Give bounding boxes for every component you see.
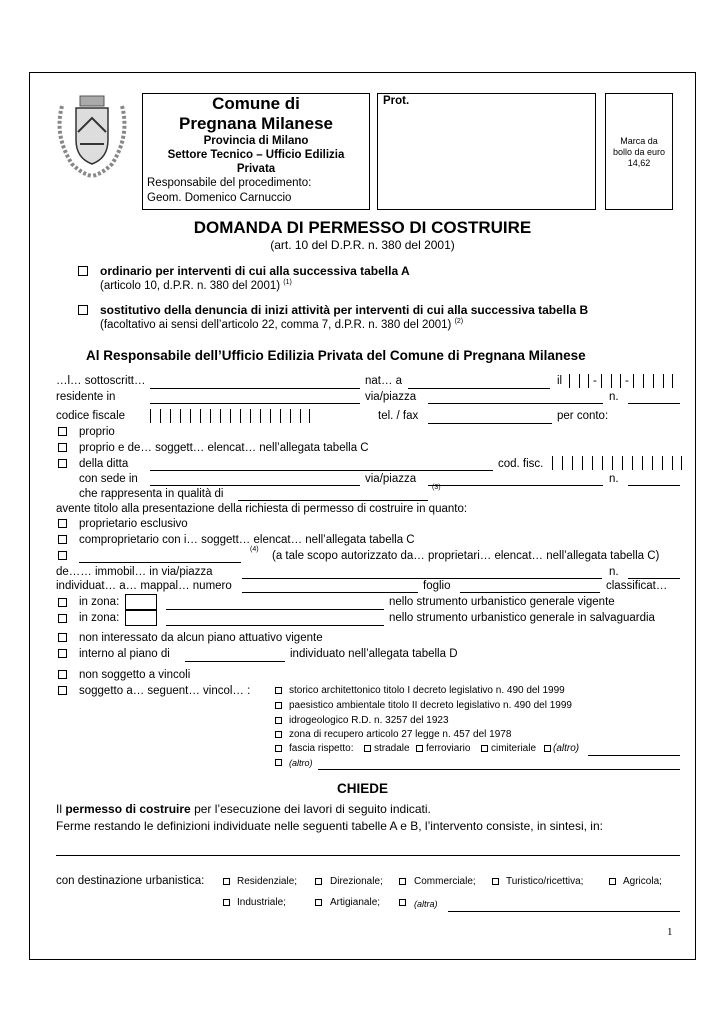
- tax-code-cells[interactable]: [150, 409, 310, 423]
- company-checkbox[interactable]: [58, 459, 67, 468]
- company-street-label: via/piazza: [365, 473, 417, 485]
- company-tax-label: cod. fisc.: [498, 458, 544, 470]
- title-holder-intro: avente titolo alla presentazione della richiesta di permesso di costruire in quanto:: [56, 503, 468, 515]
- company-tax-cells[interactable]: [552, 456, 682, 470]
- birth-day-cells[interactable]: [569, 374, 589, 388]
- company-name-input[interactable]: [150, 470, 493, 471]
- agricultural-option: Agricola;: [623, 876, 662, 887]
- request-heading: CHIEDE: [336, 781, 388, 796]
- date-separator-1: -: [593, 375, 597, 387]
- born-place-input[interactable]: [408, 388, 550, 389]
- town-title-line1: Comune di: [212, 94, 300, 113]
- no-constraints-option: non soggetto a vincoli: [79, 669, 191, 681]
- sheet-label: foglio: [423, 580, 451, 592]
- not-involved-checkbox[interactable]: [58, 633, 67, 642]
- document-title: DOMANDA DI PERMESSO DI COSTRUIRE: [193, 218, 532, 237]
- office-checkbox[interactable]: [315, 878, 322, 885]
- zone-label-2: in zona:: [79, 612, 120, 624]
- buffer-road-checkbox[interactable]: [364, 745, 371, 752]
- residential-option: Residenziale;: [237, 876, 298, 887]
- company-seat-input[interactable]: [150, 485, 360, 486]
- other-title-input[interactable]: [79, 562, 241, 563]
- ordinary-option: ordinario per interventi di cui alla successiva tabella A: [100, 264, 410, 278]
- represents-input[interactable]: [238, 500, 428, 501]
- resident-street-label: via/piazza: [365, 391, 417, 403]
- represents-note: (3): [432, 484, 441, 491]
- page-number: 1: [667, 926, 673, 938]
- commercial-option: Commerciale;: [414, 876, 476, 887]
- craft-option: Artigianale;: [330, 897, 381, 908]
- office-option: Direzionale;: [330, 876, 383, 887]
- born-date-label: il: [557, 375, 563, 387]
- other-destination-input[interactable]: [448, 911, 680, 912]
- zone-label-1: in zona:: [79, 596, 120, 608]
- residential-checkbox[interactable]: [223, 878, 230, 885]
- other-title-note: (4): [250, 546, 259, 553]
- zone-name-input-2[interactable]: [166, 625, 384, 626]
- inside-plan-option: interno al piano di: [79, 648, 170, 660]
- resident-label: residente in: [56, 391, 116, 403]
- own-checkbox[interactable]: [58, 427, 67, 436]
- substitute-option: sostitutivo della denuncia di inizi attività per interventi di cui alla successiva tabella B: [100, 303, 589, 317]
- stamp-text-2: bollo da euro: [612, 147, 666, 157]
- signer-input[interactable]: [150, 388, 360, 389]
- buffer-other: (altro): [553, 743, 580, 754]
- constraint-historic-checkbox[interactable]: [275, 687, 282, 694]
- co-owner-option: comproprietario con i… soggett… elencat… nell’allegata tabella C: [79, 534, 415, 546]
- substitute-ref: (facoltativo ai sensi dell’articolo 22, comma 7, d.P.R. n. 380 del 2001) $^{(2)}$: [100, 318, 464, 331]
- phone-label: tel. / fax: [378, 410, 419, 422]
- industrial-option: Industriale;: [237, 897, 286, 908]
- inside-plan-checkbox[interactable]: [58, 649, 67, 658]
- request-line1: Il permesso di costruire per l’esecuzione dei lavori di seguito indicati.: [56, 802, 431, 816]
- no-constraints-checkbox[interactable]: [58, 670, 67, 679]
- constraint-landscape-checkbox[interactable]: [275, 702, 282, 709]
- signer-label: …l… sottoscritt…: [56, 375, 146, 387]
- birth-year-cells[interactable]: [633, 374, 673, 388]
- request-line2: Ferme restando le definizioni individuate nelle seguenti tabelle A e B, l’intervento consiste, in sintesi, in:: [56, 819, 603, 833]
- parcel-number-input[interactable]: [242, 592, 418, 593]
- zone-text-1: nello strumento urbanistico generale vigente: [389, 596, 615, 608]
- date-separator-2: -: [625, 375, 629, 387]
- buffer-road: stradale: [374, 743, 410, 754]
- constraint-recovery: zona di recupero articolo 27 legge n. 457 del 1978: [289, 729, 512, 740]
- company-option: della ditta: [79, 458, 129, 470]
- buffer-other-checkbox[interactable]: [544, 745, 551, 752]
- born-label: nat… a: [365, 375, 403, 387]
- co-owner-checkbox[interactable]: [58, 535, 67, 544]
- constraint-historic: storico architettonico titolo I decreto legislativo n. 490 del 1999: [289, 685, 565, 696]
- buffer-rail-checkbox[interactable]: [416, 745, 423, 752]
- own-option: proprio: [79, 426, 115, 438]
- property-number-input[interactable]: [628, 578, 680, 579]
- buffer-cemetery: cimiteriale: [491, 743, 537, 754]
- responsible-name: Geom. Domenico Carnuccio: [147, 192, 292, 204]
- company-seat-label: con sede in: [79, 473, 138, 485]
- constraint-other: (altro): [289, 758, 313, 768]
- constraints-option: soggetto a… seguent… vincol… :: [79, 685, 251, 697]
- industrial-checkbox[interactable]: [223, 899, 230, 906]
- zone-salvaguardia-checkbox[interactable]: [58, 614, 67, 623]
- document-subtitle: (art. 10 del D.P.R. n. 380 del 2001): [270, 238, 455, 252]
- zone-code-input-2[interactable]: [125, 610, 157, 626]
- property-street-input[interactable]: [242, 578, 602, 579]
- company-number-input[interactable]: [628, 485, 680, 486]
- inside-plan-text: individuato nell’allegata tabella D: [290, 648, 458, 660]
- on-behalf-label: per conto:: [557, 410, 609, 422]
- zone-code-input-1[interactable]: [125, 594, 157, 610]
- sole-owner-option: proprietario esclusivo: [79, 518, 188, 530]
- agricultural-checkbox[interactable]: [609, 878, 616, 885]
- zone-vigente-checkbox[interactable]: [58, 598, 67, 607]
- tourist-checkbox[interactable]: [492, 878, 499, 885]
- resident-city-input[interactable]: [150, 403, 360, 404]
- protocol-label: Prot.: [383, 95, 410, 107]
- tourist-option: Turistico/ricettiva;: [506, 876, 584, 887]
- resident-street-input[interactable]: [428, 403, 603, 404]
- intervention-description-input[interactable]: [56, 855, 680, 856]
- own-and-others-option: proprio e de… soggett… elencat… nell’allegata tabella C: [79, 442, 369, 454]
- property-label: de…… immobil… in via/piazza: [56, 566, 213, 578]
- own-and-others-checkbox[interactable]: [58, 443, 67, 452]
- company-number-label: n.: [609, 473, 619, 485]
- sole-owner-checkbox[interactable]: [58, 519, 67, 528]
- ordinary-ref: (articolo 10, d.P.R. n. 380 del 2001) $^{(1)}$: [100, 279, 292, 292]
- stamp-text-1: Marca da: [620, 136, 658, 146]
- other-destination-checkbox[interactable]: [399, 899, 406, 906]
- coat-of-arms-logo: [50, 92, 134, 178]
- constraint-landscape: paesistico ambientale titolo II decreto legislativo n. 490 del 1999: [289, 700, 572, 711]
- constraint-buffer-checkbox[interactable]: [275, 745, 282, 752]
- buffer-rail: ferroviario: [426, 743, 471, 754]
- other-destination-option: (altra): [414, 899, 438, 909]
- responsible-label: Responsabile del procedimento:: [147, 177, 312, 189]
- constraint-other-checkbox[interactable]: [275, 759, 282, 766]
- sector-line1: Settore Tecnico – Ufficio Edilizia: [167, 149, 345, 161]
- not-involved-option: non interessato da alcun piano attuativo vigente: [79, 632, 323, 644]
- protocol-box: [377, 93, 596, 210]
- constraint-hydro-checkbox[interactable]: [275, 717, 282, 724]
- tax-code-label: codice fiscale: [56, 410, 126, 422]
- buffer-other-input[interactable]: [588, 755, 680, 756]
- craft-checkbox[interactable]: [315, 899, 322, 906]
- phone-input[interactable]: [428, 423, 552, 424]
- buffer-cemetery-checkbox[interactable]: [481, 745, 488, 752]
- constraint-hydro: idrogeologico R.D. n. 3257 del 1923: [289, 715, 449, 726]
- represents-label: che rappresenta in qualità di: [79, 488, 224, 500]
- class-label: classificat…: [606, 580, 668, 592]
- town-title-line2: Pregnana Milanese: [178, 114, 333, 133]
- birth-month-cells[interactable]: [601, 374, 621, 388]
- plan-name-input[interactable]: [185, 661, 285, 662]
- sheet-input[interactable]: [460, 592, 600, 593]
- constraint-other-input[interactable]: [318, 769, 680, 770]
- resident-number-label: n.: [609, 391, 619, 403]
- zone-name-input-1[interactable]: [166, 609, 384, 610]
- stamp-text-3: 14,62: [627, 158, 651, 168]
- zone-text-2: nello strumento urbanistico generale in salvaguardia: [389, 612, 655, 624]
- substitute-checkbox[interactable]: [78, 305, 88, 315]
- destination-label: con destinazione urbanistica:: [56, 875, 205, 887]
- sector-line2: Privata: [236, 163, 276, 175]
- property-number-label: n.: [609, 566, 619, 578]
- commercial-checkbox[interactable]: [399, 878, 406, 885]
- constraints-checkbox[interactable]: [58, 686, 67, 695]
- ordinary-checkbox[interactable]: [78, 266, 88, 276]
- province: Provincia di Milano: [203, 135, 309, 147]
- other-title-checkbox[interactable]: [58, 551, 67, 560]
- identified-label: individuat… a… mappal… numero: [56, 580, 232, 592]
- company-street-input[interactable]: [428, 485, 603, 486]
- addressee: Al Responsabile dell’Ufficio Edilizia Privata del Comune di Pregnana Milanese: [86, 348, 586, 363]
- buffer-label: fascia rispetto:: [289, 743, 354, 754]
- constraint-recovery-checkbox[interactable]: [275, 731, 282, 738]
- other-title-text: (a tale scopo autorizzato da… proprietari… elencat… nell’allegata tabella C): [272, 550, 660, 562]
- resident-number-input[interactable]: [628, 403, 680, 404]
